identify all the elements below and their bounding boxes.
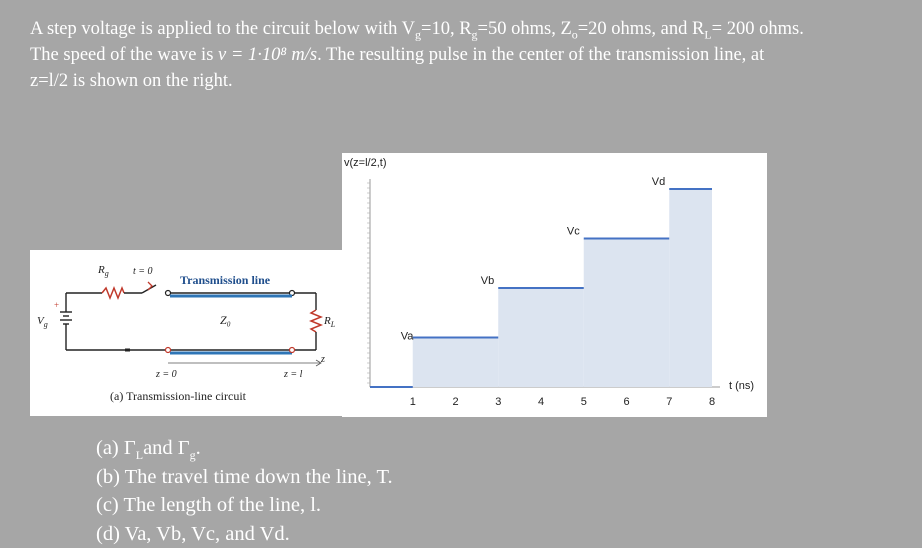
x-tick-label: 6 xyxy=(623,396,629,408)
subscript: g xyxy=(190,448,196,462)
x-axis-label: t (ns) xyxy=(729,380,754,392)
z0-label: Z₀ xyxy=(220,313,231,327)
transmission-line-label: Transmission line xyxy=(180,273,271,287)
z0-position-label: z = 0 xyxy=(155,369,177,380)
circuit-diagram-panel xyxy=(30,250,342,416)
terminal xyxy=(166,291,171,296)
x-tick-label: 8 xyxy=(709,396,715,408)
text-segment: and Γ xyxy=(143,437,190,459)
switch-arrow-icon xyxy=(148,282,152,290)
x-tick-label: 3 xyxy=(495,396,501,408)
x-tick-label: 4 xyxy=(538,396,544,408)
source-resistor-symbol xyxy=(102,288,124,298)
terminal xyxy=(166,348,171,353)
circuit-diagram xyxy=(30,250,342,416)
text-segment: z=l/2 is shown on the right. xyxy=(30,71,233,91)
problem-line-3 xyxy=(30,68,910,94)
voltage-step-chart xyxy=(342,153,767,417)
subscript: g xyxy=(472,28,478,42)
x-tick-label: 5 xyxy=(581,396,587,408)
step-area xyxy=(413,338,499,388)
z-axis-label: z xyxy=(320,354,325,365)
questions xyxy=(96,434,596,548)
step-label: Va xyxy=(401,331,415,343)
question-c: (c) The length of the line, l. xyxy=(96,491,596,520)
vg-label: $V_g$ xyxy=(37,315,48,329)
question-b: (b) The travel time down the line, T. xyxy=(96,463,596,492)
chart-title: v(z=l/2,t) xyxy=(344,157,386,169)
circuit-caption: (a) Transmission-line circuit xyxy=(110,389,247,403)
terminal xyxy=(290,348,295,353)
subscript: L xyxy=(136,448,143,462)
problem-line-1 xyxy=(30,16,910,42)
x-tick-label: 7 xyxy=(666,396,672,408)
question-a xyxy=(96,434,596,463)
text-segment: =10, R xyxy=(421,19,472,39)
subscript: g xyxy=(415,28,421,42)
text-segment: A step voltage is applied to the circuit below with V xyxy=(30,19,415,39)
chart-panel xyxy=(342,153,767,417)
switch-time-label: t = 0 xyxy=(133,266,153,277)
step-area xyxy=(584,239,670,388)
text-segment: =20 ohms, and R xyxy=(578,19,705,39)
text-segment: = 200 ohms. xyxy=(712,19,804,39)
problem-statement xyxy=(30,16,910,94)
speed-formula: v = 1·10⁸ m/s xyxy=(218,45,317,65)
zl-position-label: z = l xyxy=(283,369,303,380)
subscript: L xyxy=(704,28,711,42)
step-area xyxy=(669,189,712,387)
text-segment: =50 ohms, Z xyxy=(478,19,572,39)
question-d: (d) Va, Vb, Vc, and Vd. xyxy=(96,520,596,548)
step-area xyxy=(498,288,584,387)
x-tick-label: 2 xyxy=(452,396,458,408)
rg-label: $R_g$ xyxy=(97,264,109,278)
text-segment: . The resulting pulse in the center of the transmission line, at xyxy=(317,45,764,65)
rl-label: $R_L$ xyxy=(323,315,336,329)
load-resistor-symbol xyxy=(311,310,321,332)
plus-sign: + xyxy=(54,300,59,310)
text-segment: The speed of the wave is xyxy=(30,45,218,65)
step-label: Vb xyxy=(481,275,494,287)
text-segment: . xyxy=(196,437,201,459)
step-label: Vc xyxy=(567,226,580,238)
subscript: o xyxy=(572,28,578,42)
step-label: Vd xyxy=(652,176,665,188)
problem-line-2 xyxy=(30,42,910,68)
x-tick-label: 1 xyxy=(410,396,416,408)
text-segment: (a) Γ xyxy=(96,437,136,459)
